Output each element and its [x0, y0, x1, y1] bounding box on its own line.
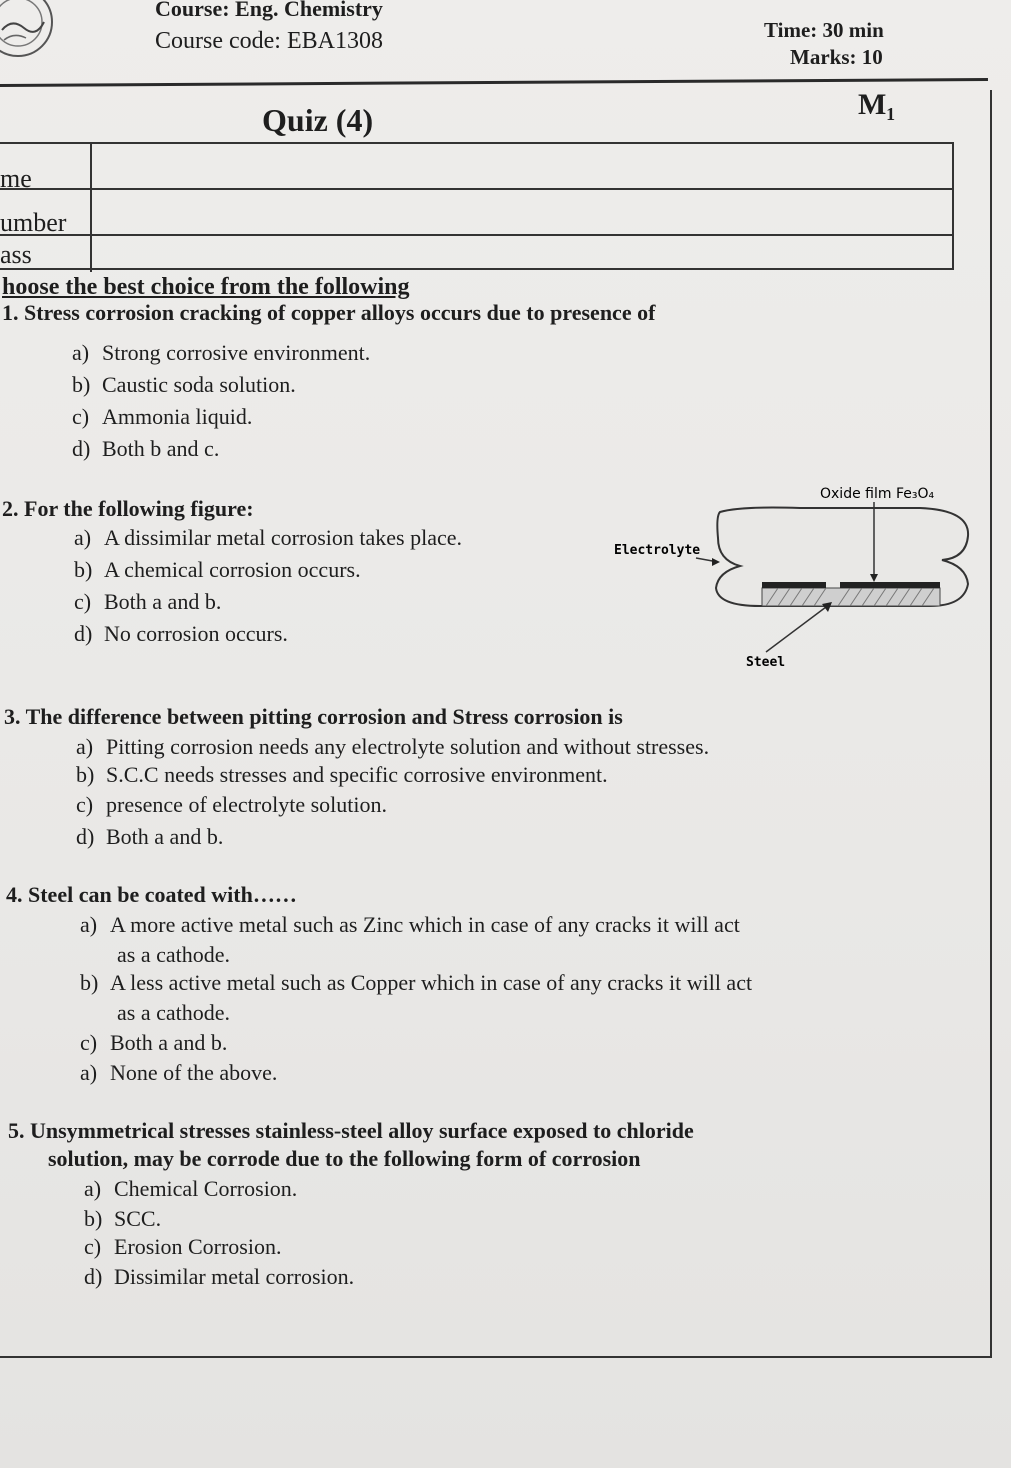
university-logo	[0, 0, 62, 62]
model-code: M₁	[858, 88, 896, 121]
header-divider	[0, 78, 988, 87]
question-5: 5. Unsymmetrical stresses stainless-steel alloy surface exposed to chloride	[8, 1118, 694, 1143]
student-info-table	[0, 142, 954, 270]
name-label: me	[0, 164, 32, 193]
q1-option-d: d) Both b and c.	[72, 436, 220, 461]
q5-option-c: c) Erosion Corrosion.	[84, 1234, 282, 1259]
oxide-film-left	[762, 582, 826, 588]
q5-option-a: a) Chemical Corrosion.	[84, 1176, 298, 1201]
oxide-film-right	[840, 582, 940, 588]
q3-option-d: d) Both a and b.	[76, 824, 224, 849]
q5-option-d: d) Dissimilar metal corrosion.	[84, 1264, 355, 1289]
q5-option-b: b) SCC.	[84, 1206, 162, 1231]
question-4: 4. Steel can be coated with……	[6, 882, 297, 907]
q4-option-a-cont: as a cathode.	[117, 942, 230, 967]
q4-option-c: c) Both a and b.	[80, 1030, 228, 1055]
number-label: umber	[0, 208, 67, 237]
page-border-bottom	[0, 1356, 992, 1358]
q4-option-b-cont: as a cathode.	[117, 1000, 230, 1025]
q3-option-a: a) Pitting corrosion needs any electrolyte solution and without stresses.	[76, 734, 710, 759]
info-row-class	[0, 234, 954, 270]
figure-label-oxide: Oxide film Fe₃O₄	[820, 486, 935, 502]
marks: Marks: 10	[790, 45, 883, 69]
figure-label-steel: Steel	[746, 655, 786, 670]
q4-option-a: a) A more active metal such as Zinc which in case of any cracks it will act	[80, 912, 740, 937]
question-2: 2. For the following figure:	[2, 496, 254, 521]
quiz-title: Quiz (4)	[262, 102, 374, 138]
question-3: 3. The difference between pitting corrosion and Stress corrosion is	[4, 704, 623, 729]
info-row-name	[0, 144, 954, 193]
q2-option-b: b) A chemical corrosion occurs.	[74, 557, 361, 582]
q2-option-a: a) A dissimilar metal corrosion takes place.	[74, 525, 463, 550]
instructions: hoose the best choice from the following	[2, 274, 410, 300]
q2-option-c: c) Both a and b.	[74, 589, 222, 614]
q1-option-a: a) Strong corrosive environment.	[72, 340, 371, 365]
q4-option-d: a) None of the above.	[80, 1060, 278, 1085]
corrosion-figure	[600, 476, 980, 686]
course-name: Course: Eng. Chemistry	[155, 0, 383, 21]
question-5-cont: solution, may be corrode due to the following form of corrosion	[48, 1146, 641, 1171]
q1-option-b: b) Caustic soda solution.	[72, 372, 296, 397]
page-border-right	[990, 90, 992, 1358]
course-code: Course code: EBA1308	[155, 28, 383, 54]
arrow-electrolyte	[712, 558, 720, 566]
q1-option-c: c) Ammonia liquid.	[72, 404, 253, 429]
q3-option-c: c) presence of electrolyte solution.	[76, 792, 388, 817]
class-label: ass	[0, 240, 32, 269]
time-limit: Time: 30 min	[764, 18, 884, 42]
question-1: 1. Stress corrosion cracking of copper alloys occurs due to presence of	[2, 300, 656, 325]
q4-option-b: b) A less active metal such as Copper which in case of any cracks it will act	[80, 970, 753, 995]
info-row-number	[0, 188, 954, 236]
q2-option-d: d) No corrosion occurs.	[74, 621, 288, 646]
figure-label-electrolyte: Electrolyte	[614, 543, 701, 558]
q3-option-b: b) S.C.C needs stresses and specific corrosive environment.	[76, 762, 608, 787]
